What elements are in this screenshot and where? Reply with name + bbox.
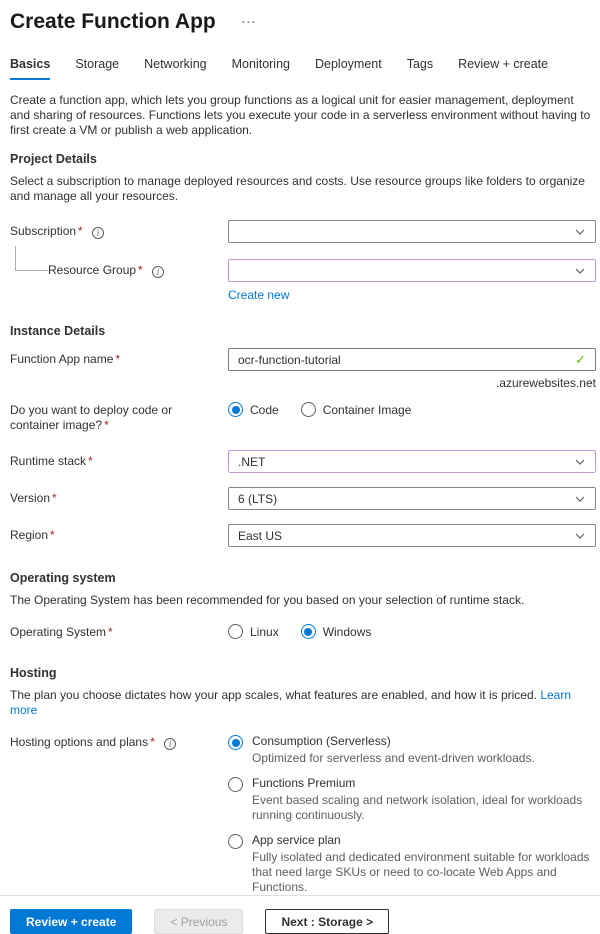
resource-group-label: Resource Group * i [48,259,228,278]
radio-unselected-icon [228,834,243,849]
required-marker: * [108,625,113,639]
required-marker: * [52,491,57,505]
radio-unselected-icon [228,777,243,792]
hosting-options-label: Hosting options and plans * i [10,731,228,750]
hosting-options-row [10,731,596,895]
chevron-down-icon [574,456,586,468]
runtime-stack-label: Runtime stack * [10,454,93,468]
radio-linux[interactable]: Linux [228,624,279,639]
learn-more-link[interactable]: Learn more [10,688,572,717]
function-app-name-inputbox [228,348,596,371]
function-app-name-input[interactable] [238,353,575,367]
required-marker: * [78,224,83,238]
operating-system-heading: Operating system [10,571,116,585]
intro-text: Create a function app, which lets you group functions as a logical unit for easier management, deployment and sharing of resources. Functions lets you execute your code in a serverless environment without having to first create a VM or publish a web application. [10,93,591,137]
required-marker: * [115,352,121,366]
radio-selected-icon [301,624,316,639]
region-label: Region * [10,528,55,542]
chevron-down-icon [574,226,586,238]
radio-windows[interactable]: Windows [301,624,372,639]
version-row [10,487,596,510]
tree-connector [15,246,48,271]
required-marker: * [104,418,109,432]
deploy-mode-label: Do you want to deploy code or container image? * [10,403,173,432]
plan-name: Functions Premium [252,776,356,790]
project-details-heading: Project Details [10,152,97,166]
resource-group-dropdown[interactable] [228,259,596,282]
required-marker: * [150,735,155,749]
tab-review-create[interactable]: Review + create [458,57,549,71]
hosting-description: The plan you choose dictates how your app scales, what features are enabled, and how it is priced. Learn more [10,688,572,717]
region-row [10,524,596,547]
radio-selected-icon [228,735,243,750]
plan-name: App service plan [252,833,341,847]
tab-tags[interactable]: Tags [406,57,434,71]
radio-container-image[interactable]: Container Image [301,402,412,417]
tab-deployment[interactable]: Deployment [315,57,382,71]
deploy-mode-radio-group [228,399,596,417]
region-dropdown[interactable]: East US [228,524,596,547]
tab-storage[interactable]: Storage [75,57,120,71]
subscription-row [10,220,596,243]
footer-action-bar [0,895,600,934]
create-new-row [228,288,596,302]
next-storage-button[interactable]: Next : Storage > [265,909,389,934]
radio-selected-icon [228,402,243,417]
chevron-down-icon [574,530,586,542]
domain-suffix: .azurewebsites.net [495,376,596,390]
required-marker: * [88,454,93,468]
tab-bar [10,55,596,80]
previous-button[interactable]: < Previous [154,909,243,934]
version-dropdown[interactable]: 6 (LTS) [228,487,596,510]
more-icon[interactable]: ··· [241,15,257,29]
radio-unselected-icon [228,624,243,639]
info-icon[interactable]: i [92,227,104,239]
radio-consumption-serverless[interactable] [228,734,596,766]
instance-details-heading: Instance Details [10,324,106,338]
plan-description: Fully isolated and dedicated environment suitable for workloads that need large SKUs or need to co-locate Web Apps and Functions. [252,850,590,894]
deploy-mode-row [10,399,596,433]
runtime-stack-row [10,450,596,473]
chevron-down-icon [574,265,586,277]
hosting-plan-list [228,731,596,895]
resource-group-row [10,259,596,282]
radio-unselected-icon [301,402,316,417]
version-label: Version * [10,491,57,505]
required-marker: * [138,263,143,277]
operating-system-row [10,621,596,640]
operating-system-radio-group [228,621,596,639]
chevron-down-icon [574,493,586,505]
operating-system-description: The Operating System has been recommended for you based on your selection of runtime stack. [10,593,525,607]
plan-name: Consumption (Serverless) [252,734,391,748]
page-title: Create Function App [10,10,216,33]
hosting-heading: Hosting [10,666,57,680]
info-icon[interactable]: i [164,738,176,750]
info-icon[interactable]: i [152,266,164,278]
function-app-name-row [10,348,596,390]
radio-functions-premium[interactable] [228,776,596,823]
plan-description: Event based scaling and network isolation, ideal for workloads running continuously. [252,793,583,822]
radio-app-service-plan[interactable] [228,833,596,895]
subscription-label: Subscription * i [10,220,228,239]
operating-system-label: Operating System * [10,625,113,639]
plan-description: Optimized for serverless and event-driven workloads. [252,751,535,765]
header [10,10,596,34]
function-app-name-label: Function App name * [10,352,121,366]
subscription-dropdown[interactable] [228,220,596,243]
radio-code[interactable]: Code [228,402,279,417]
runtime-stack-dropdown[interactable]: .NET [228,450,596,473]
create-new-link[interactable]: Create new [228,288,290,302]
tab-networking[interactable]: Networking [144,57,207,71]
valid-check-icon: ✓ [575,351,586,367]
tab-monitoring[interactable]: Monitoring [231,57,290,71]
project-details-description: Select a subscription to manage deployed resources and costs. Use resource groups like folders to organize and manage all your resources. [10,174,585,203]
tab-basics[interactable]: Basics [10,55,50,80]
review-create-button[interactable]: Review + create [10,909,132,934]
required-marker: * [50,528,55,542]
